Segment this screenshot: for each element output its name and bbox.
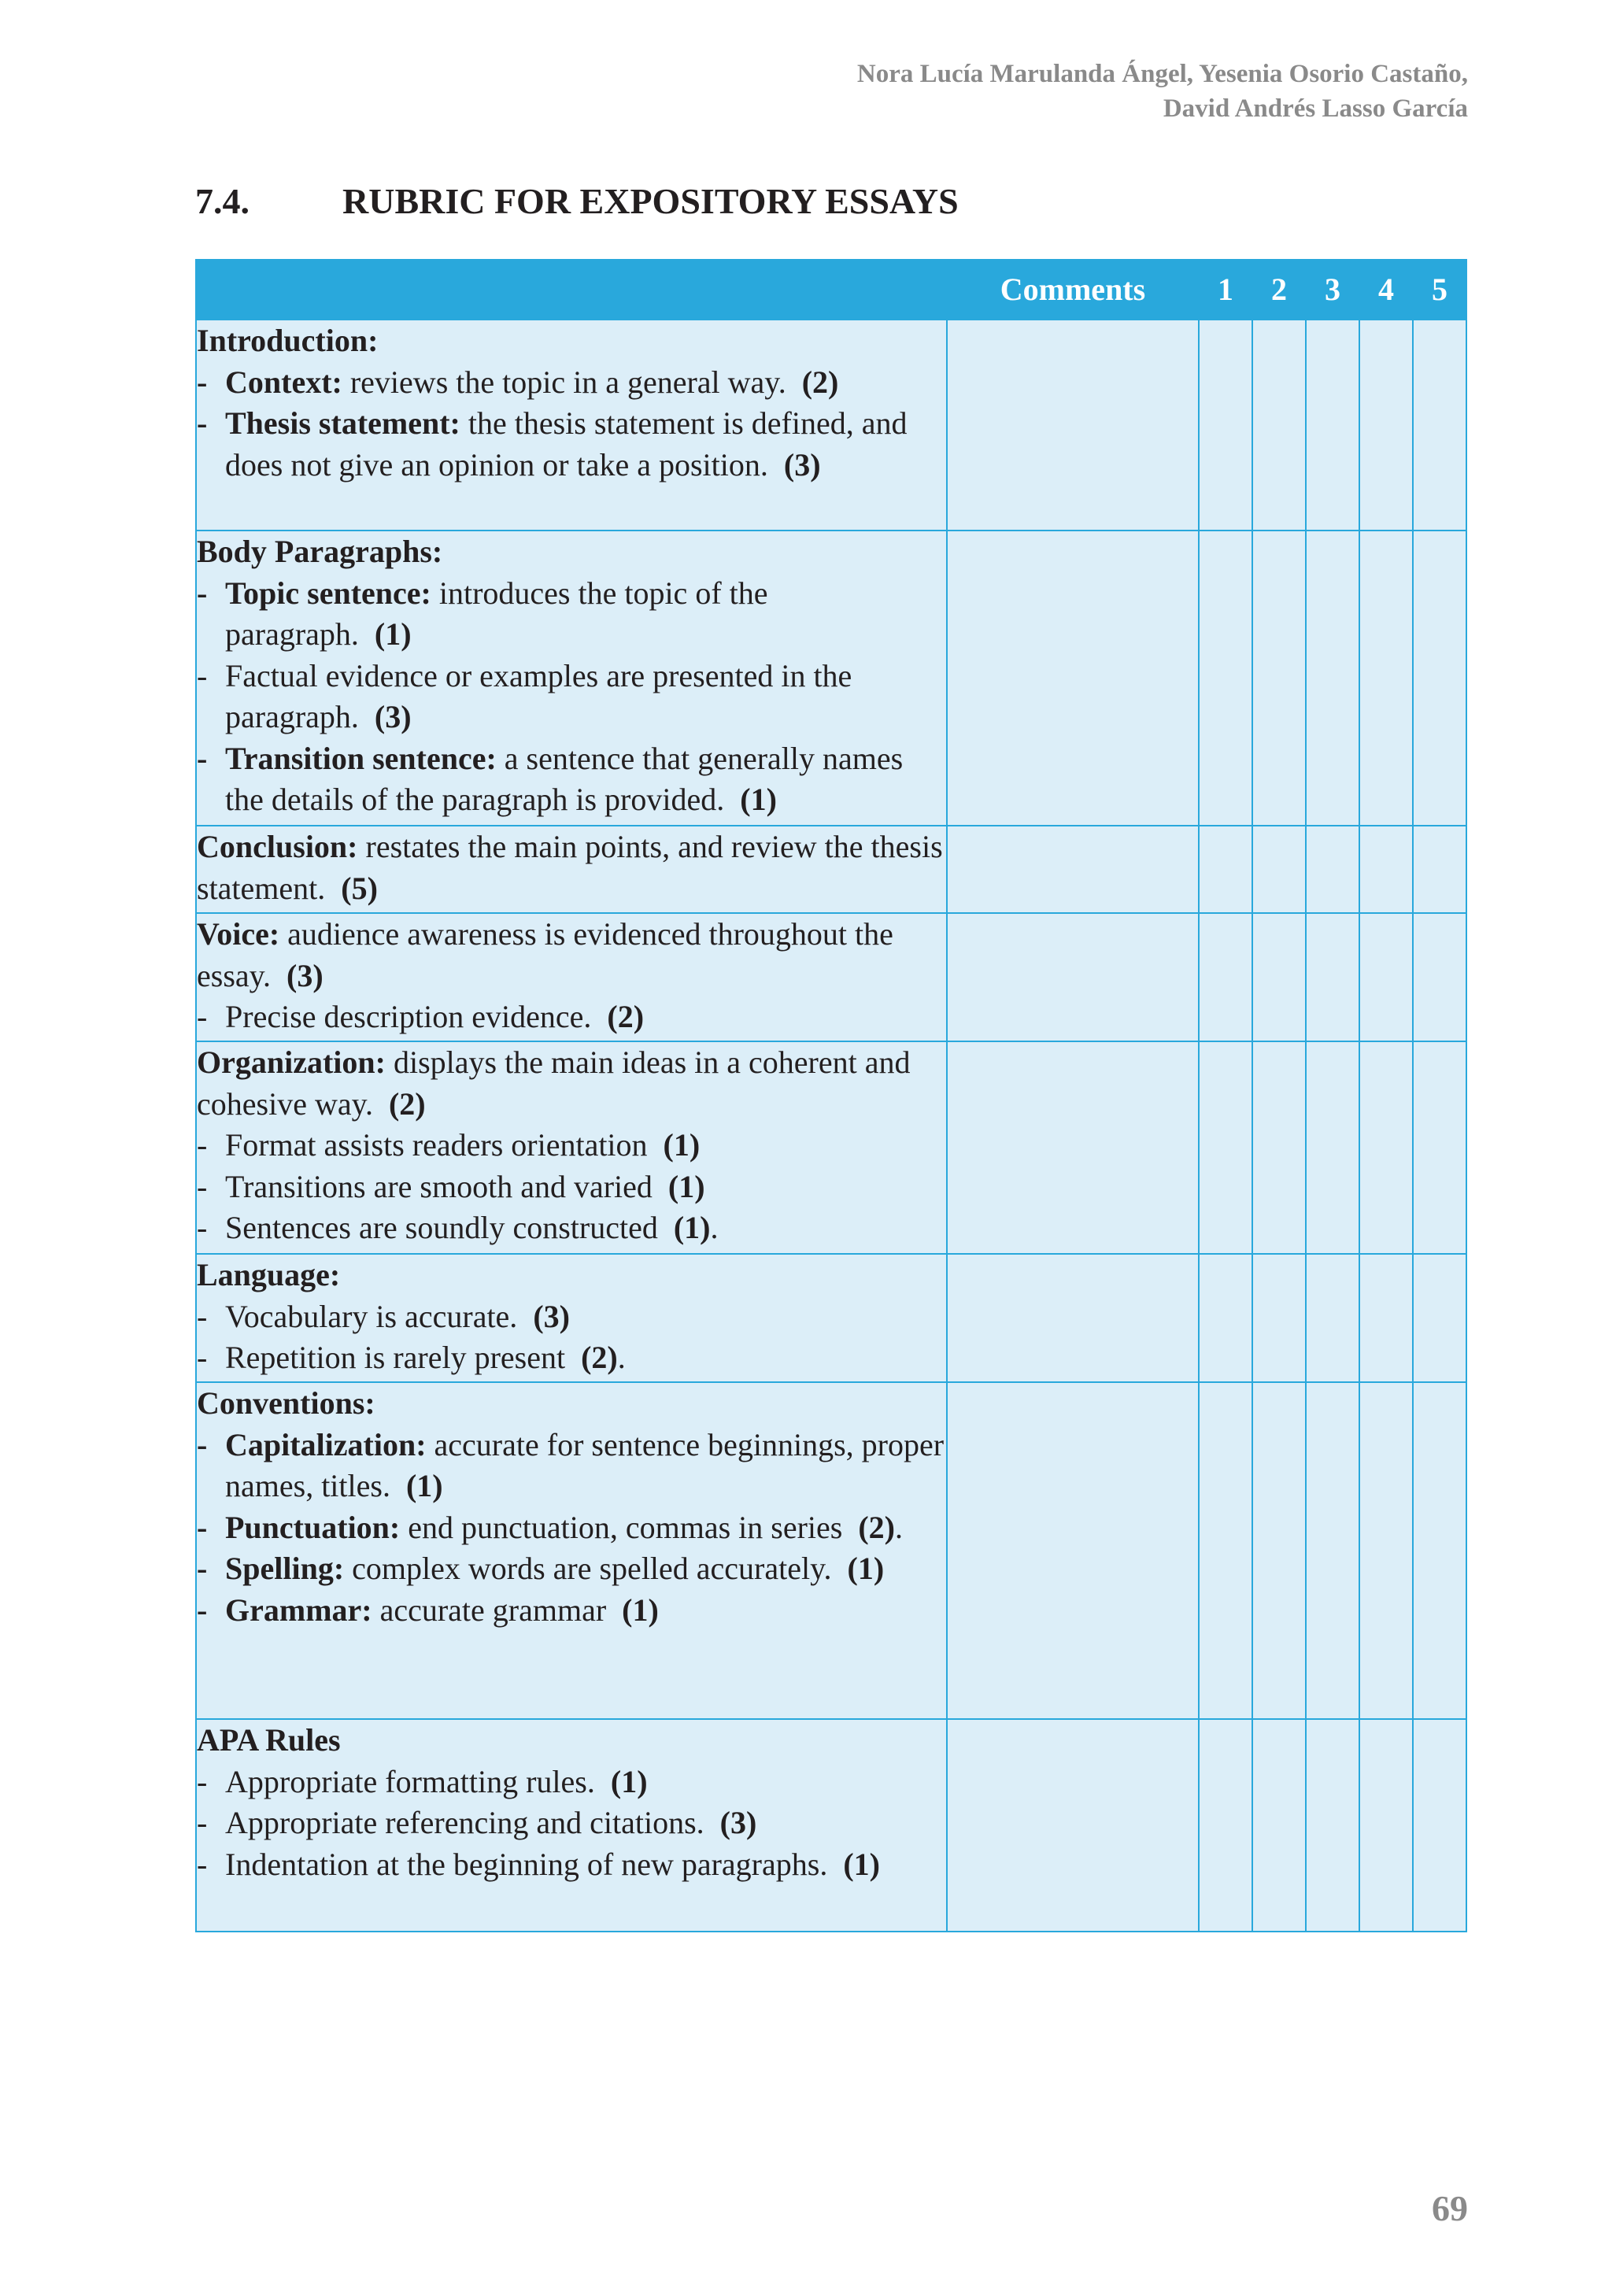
criterion-bullet — [197, 1548, 946, 1590]
criterion-bullet — [197, 656, 946, 738]
comments-cell[interactable] — [947, 1041, 1199, 1254]
score-cell-4[interactable] — [1359, 531, 1413, 826]
score-cell-2[interactable] — [1252, 826, 1306, 913]
page-number: 69 — [1432, 2188, 1468, 2228]
bullet-label: Grammar: — [225, 1592, 372, 1628]
score-cell-1[interactable] — [1199, 1719, 1252, 1932]
bullet-dash: - — [197, 657, 208, 693]
criterion-bullet — [197, 1762, 946, 1803]
score-cell-5[interactable] — [1413, 531, 1466, 826]
bullet-label: Capitalization: — [225, 1426, 427, 1462]
bullet-dash: - — [197, 1168, 208, 1204]
criterion-bullet — [197, 1337, 946, 1379]
score-cell-3[interactable] — [1306, 1382, 1359, 1719]
comments-cell[interactable] — [947, 320, 1199, 531]
bullet-points: (1) — [673, 1210, 711, 1245]
score-cell-4[interactable] — [1359, 913, 1413, 1041]
bullet-text: Sentences are soundly constructed — [225, 1210, 658, 1245]
bullet-dash: - — [197, 1592, 208, 1628]
score-cell-5[interactable] — [1413, 1254, 1466, 1382]
criterion-bullet — [197, 1802, 946, 1844]
bullet-dash: - — [197, 1127, 208, 1163]
table-row — [196, 1041, 1466, 1254]
bullet-points: (1) — [663, 1127, 701, 1163]
criterion-title: Conclusion: — [197, 829, 358, 864]
bullet-text: Precise description evidence. — [225, 999, 592, 1034]
bullet-label: Punctuation: — [225, 1509, 401, 1545]
criterion-points: (5) — [341, 870, 378, 906]
criterion-heading — [197, 320, 946, 362]
score-cell-2[interactable] — [1252, 531, 1306, 826]
bullet-text: Appropriate referencing and citations. — [225, 1805, 704, 1840]
score-header-3: 3 — [1306, 260, 1359, 320]
table-row — [196, 320, 1466, 531]
bullet-text: Appropriate formatting rules. — [225, 1763, 595, 1799]
section-number: 7.4. — [195, 181, 250, 221]
criterion-description: audience awareness is evidenced throughout the essay. — [197, 916, 893, 993]
bullet-text: accurate grammar — [372, 1592, 607, 1628]
score-cell-1[interactable] — [1199, 913, 1252, 1041]
criterion-cell — [196, 320, 947, 531]
criterion-bullet — [197, 1590, 946, 1632]
bullet-text: Factual evidence or examples are presented in the paragraph. — [225, 657, 852, 734]
bullet-dash: - — [197, 1340, 208, 1375]
bullet-text: Vocabulary is accurate. — [225, 1298, 518, 1334]
score-cell-5[interactable] — [1413, 1382, 1466, 1719]
criterion-cell — [196, 1041, 947, 1254]
score-cell-3[interactable] — [1306, 1041, 1359, 1254]
score-header-4: 4 — [1359, 260, 1413, 320]
score-cell-3[interactable] — [1306, 531, 1359, 826]
bullet-points: (3) — [374, 699, 412, 734]
bullet-label: Transition sentence: — [225, 740, 497, 776]
section-heading — [195, 178, 959, 225]
score-cell-3[interactable] — [1306, 913, 1359, 1041]
criterion-title: Introduction: — [197, 323, 379, 358]
score-cell-3[interactable] — [1306, 1254, 1359, 1382]
bullet-suffix: . — [894, 1509, 903, 1545]
criterion-cell — [196, 531, 947, 826]
bullet-dash: - — [197, 1509, 208, 1545]
criterion-cell — [196, 1382, 947, 1719]
score-cell-3[interactable] — [1306, 826, 1359, 913]
table-row — [196, 1382, 1466, 1719]
score-cell-2[interactable] — [1252, 1719, 1306, 1932]
bullet-text: complex words are spelled accurately. — [344, 1551, 832, 1586]
score-cell-1[interactable] — [1199, 1382, 1252, 1719]
score-cell-4[interactable] — [1359, 826, 1413, 913]
criterion-title: Conventions: — [197, 1385, 375, 1421]
score-cell-2[interactable] — [1252, 320, 1306, 531]
bullet-text: end punctuation, commas in series — [400, 1509, 843, 1545]
criterion-cell — [196, 1719, 947, 1932]
score-cell-1[interactable] — [1199, 320, 1252, 531]
criterion-bullet — [197, 362, 946, 404]
criterion-heading — [197, 914, 946, 996]
criterion-bullet — [197, 1166, 946, 1208]
bullet-text: a sentence that generally names the details of the paragraph is provided. — [225, 740, 904, 817]
criterion-title: Language: — [197, 1257, 341, 1292]
score-cell-1[interactable] — [1199, 1041, 1252, 1254]
criterion-heading — [197, 531, 946, 573]
bullet-points: (1) — [610, 1763, 648, 1799]
bullet-points: (1) — [843, 1846, 880, 1882]
bullet-dash: - — [197, 1846, 208, 1882]
criterion-bullet — [197, 1844, 946, 1886]
bullet-text: Transitions are smooth and varied — [225, 1168, 653, 1204]
bullet-dash: - — [197, 999, 208, 1034]
criterion-title: Voice: — [197, 916, 280, 952]
bullet-dash: - — [197, 1210, 208, 1245]
criterion-heading — [197, 1383, 946, 1425]
bullet-dash: - — [197, 740, 208, 776]
criterion-heading — [197, 826, 946, 909]
criterion-cell — [196, 826, 947, 913]
bullet-points: (2) — [801, 364, 839, 400]
score-cell-3[interactable] — [1306, 320, 1359, 531]
bullet-points: (3) — [533, 1298, 570, 1334]
bullet-dash: - — [197, 1426, 208, 1462]
criterion-points: (2) — [388, 1085, 426, 1122]
bullet-dash: - — [197, 1805, 208, 1840]
score-cell-5[interactable] — [1413, 913, 1466, 1041]
criterion-description: restates the main points, and review the thesis statement. — [197, 829, 943, 906]
criterion-title: APA Rules — [197, 1722, 341, 1758]
criterion-title: Body Paragraphs: — [197, 534, 443, 569]
score-header-1: 1 — [1199, 260, 1252, 320]
bullet-text: the thesis statement is defined, and does not give an opinion or take a position. — [225, 405, 908, 482]
bullet-dash: - — [197, 1298, 208, 1334]
table-row — [196, 1719, 1466, 1932]
table-row — [196, 1254, 1466, 1382]
score-header-2: 2 — [1252, 260, 1306, 320]
running-head-authors-line-1: Nora Lucía Marulanda Ángel, Yesenia Osorio Castaño, — [856, 60, 1468, 88]
criterion-heading — [197, 1720, 946, 1762]
comments-cell[interactable] — [947, 913, 1199, 1041]
bullet-points: (1) — [374, 616, 412, 652]
section-title: RUBRIC FOR EXPOSITORY ESSAYS — [342, 181, 959, 221]
criterion-bullet — [197, 1125, 946, 1166]
bullet-label: Thesis statement: — [225, 405, 460, 441]
score-cell-2[interactable] — [1252, 1041, 1306, 1254]
score-header-5: 5 — [1413, 260, 1466, 320]
score-cell-4[interactable] — [1359, 1041, 1413, 1254]
comments-cell[interactable] — [947, 1382, 1199, 1719]
bullet-dash: - — [197, 1763, 208, 1799]
score-cell-4[interactable] — [1359, 1719, 1413, 1932]
score-cell-2[interactable] — [1252, 1382, 1306, 1719]
criterion-heading — [197, 1042, 946, 1125]
bullet-points: (3) — [783, 446, 821, 482]
criterion-bullet — [197, 738, 946, 821]
criteria-header-cell — [196, 260, 947, 320]
bullet-points: (2) — [607, 999, 645, 1034]
score-cell-5[interactable] — [1413, 826, 1466, 913]
table-row — [196, 913, 1466, 1041]
bullet-label: Spelling: — [225, 1551, 345, 1586]
bullet-dash: - — [197, 1551, 208, 1586]
bullet-points: (1) — [847, 1551, 885, 1586]
comments-header: Comments — [947, 260, 1199, 320]
criterion-cell — [196, 913, 947, 1041]
score-cell-5[interactable] — [1413, 1719, 1466, 1932]
bullet-points: (1) — [622, 1592, 659, 1628]
score-cell-4[interactable] — [1359, 320, 1413, 531]
bullet-points: (1) — [740, 782, 777, 817]
bullet-text: Format assists readers orientation — [225, 1127, 648, 1163]
comments-cell[interactable] — [947, 826, 1199, 913]
score-cell-1[interactable] — [1199, 531, 1252, 826]
criterion-points: (3) — [287, 957, 324, 993]
bullet-text: Indentation at the beginning of new paragraphs. — [225, 1846, 828, 1882]
bullet-label: Topic sentence: — [225, 575, 431, 611]
comments-cell[interactable] — [947, 531, 1199, 826]
score-cell-2[interactable] — [1252, 913, 1306, 1041]
rubric-header-row — [196, 260, 1466, 320]
running-head — [366, 57, 1468, 126]
rubric-table — [195, 259, 1467, 1932]
bullet-text: introduces the topic of the paragraph. — [225, 575, 768, 652]
bullet-dash: - — [197, 405, 208, 441]
criterion-bullet — [197, 1507, 946, 1549]
score-cell-5[interactable] — [1413, 1041, 1466, 1254]
comments-cell[interactable] — [947, 1719, 1199, 1932]
criterion-title: Organization: — [197, 1044, 386, 1080]
bullet-points: (3) — [719, 1805, 757, 1840]
bullet-text: Repetition is rarely present — [225, 1340, 566, 1375]
bullet-points: (1) — [405, 1468, 443, 1503]
table-row — [196, 531, 1466, 826]
score-cell-1[interactable] — [1199, 1254, 1252, 1382]
score-cell-3[interactable] — [1306, 1719, 1359, 1932]
bullet-dash: - — [197, 364, 208, 400]
score-cell-4[interactable] — [1359, 1382, 1413, 1719]
criterion-bullet — [197, 573, 946, 656]
bullet-text: reviews the topic in a general way. — [342, 364, 786, 400]
bullet-text: accurate for sentence beginnings, proper names, titles. — [225, 1426, 945, 1503]
bullet-suffix: . — [617, 1340, 626, 1375]
criterion-cell — [196, 1254, 947, 1382]
criterion-heading — [197, 1255, 946, 1296]
bullet-points: (1) — [667, 1168, 705, 1204]
rubric-body — [196, 320, 1466, 1932]
score-cell-4[interactable] — [1359, 1254, 1413, 1382]
bullet-points: (2) — [858, 1509, 895, 1545]
criterion-bullet — [197, 1425, 946, 1507]
bullet-suffix: . — [710, 1210, 719, 1245]
criterion-description: displays the main ideas in a coherent and cohesive way. — [197, 1044, 911, 1122]
bullet-dash: - — [197, 575, 208, 611]
bullet-label: Context: — [225, 364, 342, 400]
criterion-bullet — [197, 996, 946, 1038]
criterion-bullet — [197, 403, 946, 486]
table-row — [196, 826, 1466, 913]
running-head-authors-line-2: David Andrés Lasso García — [1163, 94, 1468, 123]
bullet-points: (2) — [581, 1340, 618, 1375]
comments-cell[interactable] — [947, 1254, 1199, 1382]
criterion-bullet — [197, 1207, 946, 1249]
criterion-bullet — [197, 1296, 946, 1338]
score-cell-1[interactable] — [1199, 826, 1252, 913]
score-cell-5[interactable] — [1413, 320, 1466, 531]
score-cell-2[interactable] — [1252, 1254, 1306, 1382]
